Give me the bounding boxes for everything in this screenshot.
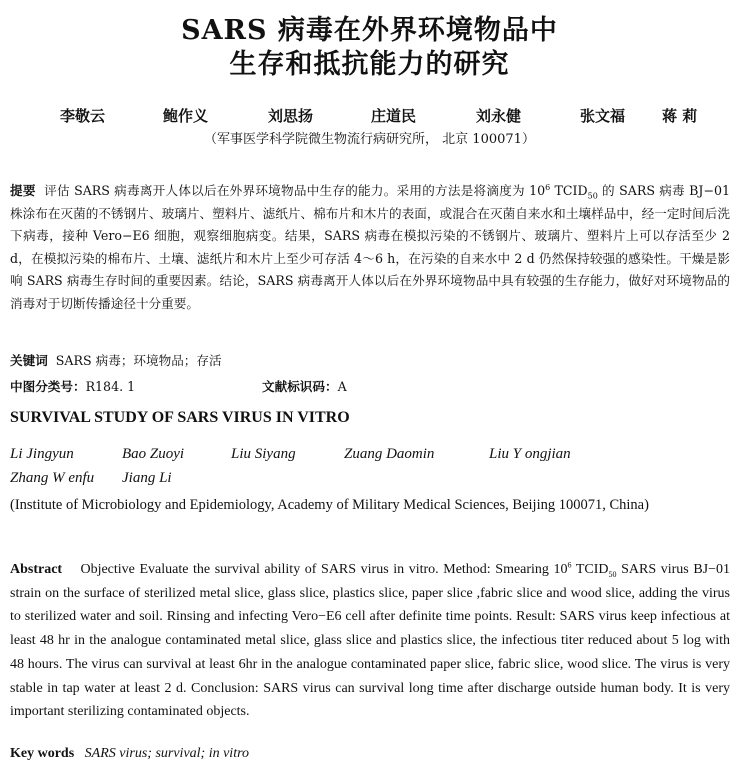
classification-cn-label: 中图分类号： xyxy=(10,379,86,394)
keywords-en-value: SARS virus; survival; in vitro xyxy=(84,746,250,761)
author-cn: 蒋 莉 xyxy=(662,107,698,125)
affiliation-cn: （军事医学科学院微生物流行病研究所， 北京 100071） xyxy=(204,132,535,147)
abstract-cn-sub: 50 xyxy=(587,191,598,201)
title-en: SURVIVAL STUDY OF SARS VIRUS IN VITRO xyxy=(10,409,350,426)
title-cn-line-2: 生存和抵抗能力的研究 xyxy=(229,49,510,80)
abstract-cn xyxy=(10,180,730,315)
author-cn: 张文福 xyxy=(580,107,626,125)
title-cn-line-1: SARS 病毒在外界环境物品中 xyxy=(181,15,558,46)
doc-id-cn xyxy=(262,376,347,395)
author-en: Zuang Daomin xyxy=(344,446,435,462)
author-cn: 庄道民 xyxy=(371,107,417,125)
author-en: Liu Y ongjian xyxy=(489,446,571,462)
author-en: Bao Zuoyi xyxy=(122,446,185,462)
author-en: Li Jingyun xyxy=(10,446,74,462)
abstract-en-sup: 6 xyxy=(567,560,572,570)
author-cn: 刘永健 xyxy=(476,107,522,125)
abstract-en-label: Abstract xyxy=(10,562,63,577)
keywords-cn-value: SARS 病毒；环境物品；存活 xyxy=(55,353,222,368)
abstract-en-text-1: Objective Evaluate the survival ability of SARS virus in vitro. Method: Smearing 10 xyxy=(80,562,568,577)
keywords-cn xyxy=(10,350,222,369)
classification-cn xyxy=(10,376,730,395)
doc-id-cn-label: 文献标识码： xyxy=(262,379,338,394)
keywords-en-label: Key words xyxy=(10,746,75,761)
abstract-en-sub: 50 xyxy=(608,569,617,579)
keywords-cn-label: 关键词 xyxy=(10,353,48,368)
author-cn: 鲍作义 xyxy=(163,107,209,125)
author-en: Jiang Li xyxy=(122,470,172,486)
keywords-en xyxy=(10,746,249,762)
classification-cn-value: R184. 1 xyxy=(85,379,136,394)
affiliation-en: (Institute of Microbiology and Epidemiology, Academy of Military Medical Sciences, Beijing 100071, China) xyxy=(10,497,649,513)
author-en: Liu Siyang xyxy=(231,446,296,462)
abstract-en-text-2: TCID xyxy=(571,562,609,577)
abstract-en-text-3: SARS virus BJ−01 strain on the surface of sterilized metal slice, glass slice, plastics slice, paper slice ,fabric slice and wood slice, adding the virus to sterilized water and soil. Rinsing and infecting Vero−E6 cell after definite time points. Result: SARS virus keep infectious at least 48 hr in the analogue contaminated metal slice, glass slice and plastics slice, the infectious titer reduced about 5 log with 48 hours. The virus can survival at least 6hr in the analogue contaminated paper slice, fabric slice, wood slice. The virus is very stable in tap water at least 2 d. Conclusion: SARS virus can survival long time after discharge outside human body. It is very important sterilizing contaminated objects. xyxy=(10,562,731,720)
abstract-cn-label: 提要 xyxy=(10,183,36,198)
author-cn: 刘思扬 xyxy=(268,107,314,125)
abstract-cn-text-1: 评估 SARS 病毒离开人体以后在外界环境物品中生存的能力。采用的方法是将滴度为 10 xyxy=(44,183,546,198)
author-cn: 李敬云 xyxy=(60,107,106,125)
author-en: Zhang W enfu xyxy=(10,470,95,486)
abstract-cn-text-3: 的 SARS 病毒 BJ−01 株涂布在灭菌的不锈钢片、玻璃片、塑料片、滤纸片、棉布片和木片的表面，或混合在灭菌自来水和土壤样品中，经一定时间后洗下病毒，接种 Vero−E6 细胞，观察细胞病变。结果，SARS 病毒在模拟污染的不锈钢片、玻璃片、塑料片上可以存活至少 2 d，在模拟污染的棉布片、土壤、滤纸片和木片上至少可存活 4～6 h，在污染的自来水中 2 d 仍然保持较强的感染性。干燥是影响 SARS 病毒生存时间的重要因素。结论，SARS 病毒离开人体以后在外界环境物品中具有较强的生存能力，做好对环境物品的消毒对于切断传播途径十分重要。 xyxy=(10,183,730,311)
doc-id-cn-value: A xyxy=(337,379,347,394)
abstract-en xyxy=(10,558,730,724)
abstract-cn-sup: 6 xyxy=(545,182,551,192)
authors-en xyxy=(10,446,730,496)
abstract-cn-text-2: TCID xyxy=(550,183,588,198)
